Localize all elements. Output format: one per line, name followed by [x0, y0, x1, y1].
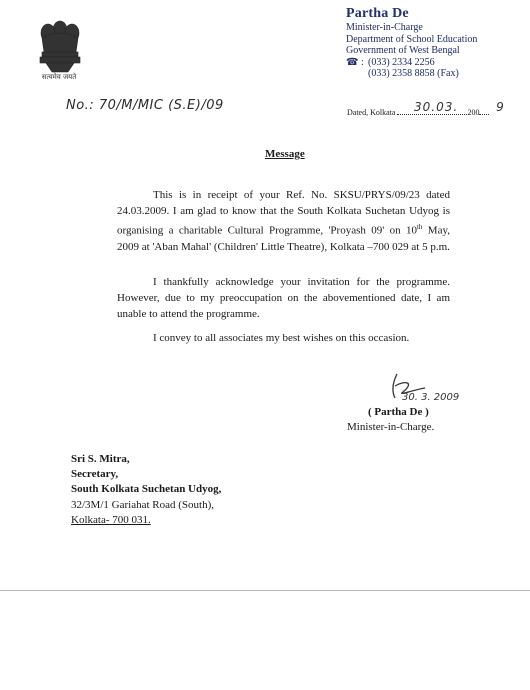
body-paragraph: I convey to all associates my best wishes on this occasion. [153, 332, 410, 344]
handwritten-date: 30.03. 9 [414, 100, 505, 114]
signature-date: 30. 3. 2009 [402, 392, 460, 403]
addressee-street: 32/3M/1 Gariahat Road (South), [71, 498, 214, 511]
letterhead-name: Partha De [346, 6, 409, 21]
letterhead-line: Minister-in-Charge [346, 22, 423, 33]
body-paragraph: This is in receipt of your Ref. No. SKSU/PRYS/09/23 dated 24.03.2009. I am glad to know that the South Kolkata Suchetan Udyog is organising a charitable Cultural Programme, 'Proyash 09' on 10th May, 2009 at 'Aban Mahal' (Children' Little Theatre), Kolkata –700 029 at 5 p.m. [117, 189, 451, 253]
telephone-icon: ☎ : [346, 56, 364, 68]
dated-label: Dated, Kolkata [347, 108, 396, 117]
emblem-motto: सत्यमेव जयते [41, 73, 77, 81]
letterhead-line: Government of West Bengal [346, 45, 460, 56]
body-paragraph: I thankfully acknowledge your invitation for the programme. However, due to my preoccupation on the abovementioned date, I am unable to attend the programme. [117, 276, 450, 320]
letterhead-line: Department of School Education [346, 33, 478, 45]
phone-number: (033) 2334 2256 [368, 56, 435, 68]
addressee-designation: Secretary, [71, 468, 119, 481]
addressee-organisation: South Kolkata Suchetan Udyog, [71, 483, 222, 496]
fax-number: (033) 2358 8858 (Fax) [368, 68, 459, 79]
reference-number: No.: 70/M/MIC (S.E)/09 [66, 98, 224, 113]
page-edge-divider [0, 590, 530, 591]
signatory-name: ( Partha De ) [368, 406, 429, 418]
addressee-block [71, 452, 221, 528]
addressee-name: Sri S. Mitra, [71, 453, 130, 465]
subject-heading: Message [265, 148, 305, 160]
addressee-city: Kolkata- 700 031. [71, 513, 151, 526]
letterhead [346, 6, 526, 80]
signatory-title: Minister-in-Charge. [347, 421, 435, 433]
year-prefix: 200 [467, 108, 480, 117]
